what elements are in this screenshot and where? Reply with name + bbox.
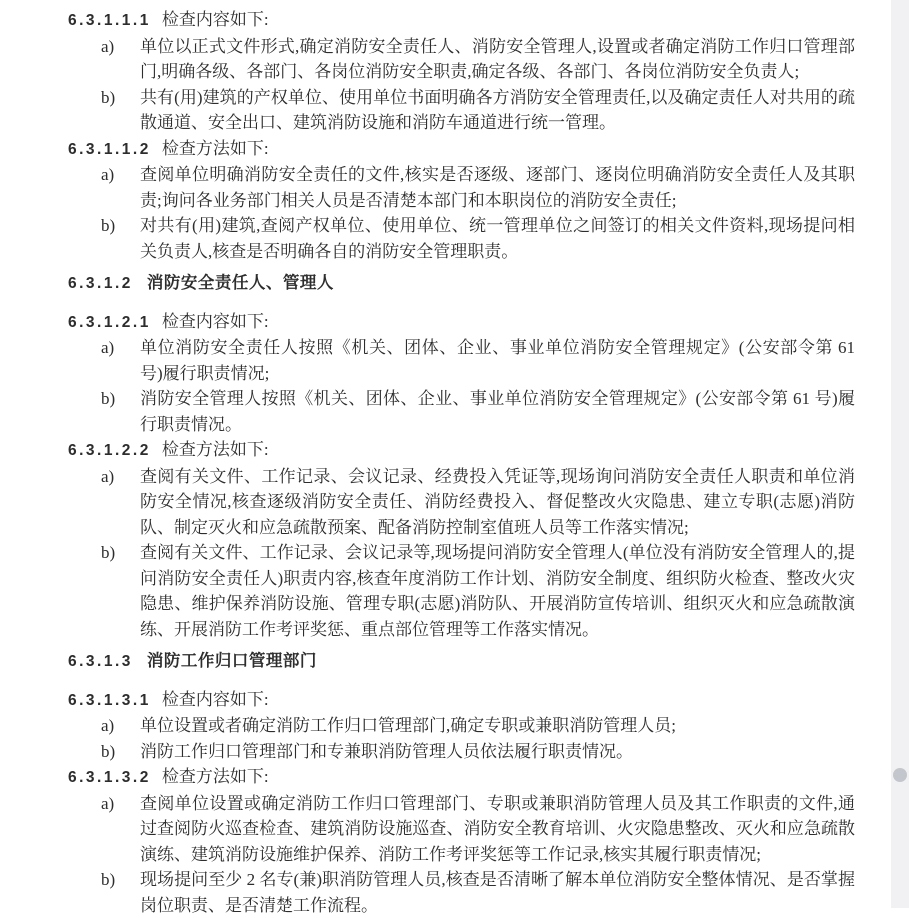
clause-number: 6.3.1.2.1 bbox=[68, 313, 151, 331]
clause-number: 6.3.1.3.1 bbox=[68, 691, 151, 709]
clause-heading bbox=[68, 437, 855, 464]
item-label: b) bbox=[101, 389, 116, 408]
item-text: 消防工作归口管理部门和专兼职消防管理人员依法履行职责情况。 bbox=[140, 741, 633, 761]
item-text: 现场提问至少 2 名专(兼)职消防管理人员,核查是否清晰了解本单位消防安全整体情况、是否掌握岗位职责、是否清楚工作流程。 bbox=[140, 870, 855, 915]
clause-block bbox=[68, 309, 855, 438]
item-label: a) bbox=[101, 466, 115, 486]
item-text: 单位设置或者确定消防工作归口管理部门,确定专职或兼职消防管理人员; bbox=[140, 716, 676, 735]
list-item bbox=[101, 867, 855, 918]
clause-number: 6.3.1.1.2 bbox=[68, 140, 151, 158]
section-number: 6.3.1.2 bbox=[68, 275, 133, 292]
clause-block bbox=[68, 136, 855, 265]
list-item bbox=[101, 386, 855, 437]
section-title: 消防工作归口管理部门 bbox=[146, 652, 317, 670]
clause-heading bbox=[68, 687, 855, 714]
list-item bbox=[101, 335, 855, 386]
clause-number: 6.3.1.1.1 bbox=[68, 12, 151, 29]
clause-title: 检查方法如下: bbox=[161, 440, 269, 459]
item-label: b) bbox=[101, 741, 116, 761]
clause-heading bbox=[68, 764, 855, 791]
clause-title: 检查内容如下: bbox=[161, 689, 269, 709]
item-label: a) bbox=[101, 716, 115, 735]
clause-heading bbox=[68, 136, 855, 163]
item-text: 查阅有关文件、工作记录、会议记录等,现场提问消防安全管理人(单位没有消防安全管理人的,提问消防安全责任人)职责内容,核查年度消防工作计划、消防安全制度、组织防火检查、整改火灾隐患、维护保养消防设施、管理专职(志愿)消防队、开展消防宣传培训、组织灭火和应急疏散演练、开展消防工作考评奖惩、重点部位管理等工作落实情况。 bbox=[140, 543, 855, 639]
clause-block bbox=[68, 764, 855, 918]
section-number: 6.3.1.3 bbox=[68, 653, 133, 670]
item-label: b) bbox=[101, 87, 116, 107]
item-label: b) bbox=[101, 216, 116, 235]
list-item bbox=[101, 213, 855, 264]
item-label: a) bbox=[101, 165, 115, 184]
item-text: 查阅单位设置或确定消防工作归口管理部门、专职或兼职消防管理人员及其工作职责的文件,通过查阅防火巡查检查、建筑消防设施巡查、消防安全教育培训、火灾隐患整改、灭火和应急疏散演练、建筑消防设施维护保养、消防工作考评奖惩等工作记录,核实其履行职责情况; bbox=[140, 793, 855, 864]
item-label: b) bbox=[101, 870, 116, 889]
clause-heading bbox=[68, 7, 855, 34]
list-item bbox=[101, 34, 855, 85]
list-item bbox=[101, 464, 855, 541]
clause-block bbox=[68, 7, 855, 136]
list-item bbox=[101, 162, 855, 213]
scrollbar-thumb[interactable] bbox=[893, 768, 907, 782]
list-item bbox=[101, 739, 855, 765]
clause-number: 6.3.1.2.2 bbox=[68, 442, 151, 459]
section-heading bbox=[68, 649, 855, 675]
document-page bbox=[68, 7, 855, 918]
list-item bbox=[101, 791, 855, 868]
section-heading bbox=[68, 271, 855, 297]
item-text: 共有(用)建筑的产权单位、使用单位书面明确各方消防安全管理责任,以及确定责任人对共用的疏散通道、安全出口、建筑消防设施和消防车通道进行统一管理。 bbox=[140, 87, 855, 132]
item-text: 单位以正式文件形式,确定消防安全责任人、消防安全管理人,设置或者确定消防工作归口管理部门,明确各级、各部门、各岗位消防安全职责,确定各级、各部门、各岗位消防安全负责人; bbox=[140, 36, 855, 81]
item-text: 查阅有关文件、工作记录、会议记录、经费投入凭证等,现场询问消防安全责任人职责和单位消防安全情况,核查逐级消防安全责任、消防经费投入、督促整改火灾隐患、建立专职(志愿)消防队、制定灭火和应急疏散预案、配备消防控制室值班人员等工作落实情况; bbox=[140, 466, 855, 537]
clause-title: 检查方法如下: bbox=[161, 767, 269, 786]
clause-block bbox=[68, 687, 855, 765]
item-text: 消防安全管理人按照《机关、团体、企业、事业单位消防安全管理规定》(公安部令第 61 号)履行职责情况。 bbox=[140, 389, 855, 434]
item-text: 查阅单位明确消防安全责任的文件,核实是否逐级、逐部门、逐岗位明确消防安全责任人及其职责;询问各业务部门相关人员是否清楚本部门和本职岗位的消防安全责任; bbox=[140, 165, 855, 210]
clause-title: 检查方法如下: bbox=[161, 138, 269, 158]
item-label: a) bbox=[101, 793, 115, 813]
item-label: a) bbox=[101, 36, 115, 56]
list-item bbox=[101, 85, 855, 136]
section-title: 消防安全责任人、管理人 bbox=[146, 274, 334, 292]
clause-heading bbox=[68, 309, 855, 336]
item-label: a) bbox=[101, 338, 115, 357]
clause-title: 检查内容如下: bbox=[161, 10, 269, 29]
item-text: 对共有(用)建筑,查阅产权单位、使用单位、统一管理单位之间签订的相关文件资料,现场提问相关负责人,核查是否明确各自的消防安全管理职责。 bbox=[140, 216, 855, 261]
clause-number: 6.3.1.3.2 bbox=[68, 769, 151, 786]
scrollbar-track[interactable] bbox=[891, 0, 909, 908]
list-item bbox=[101, 540, 855, 642]
item-label: b) bbox=[101, 543, 116, 562]
item-text: 单位消防安全责任人按照《机关、团体、企业、事业单位消防安全管理规定》(公安部令第 61 号)履行职责情况; bbox=[140, 338, 855, 383]
clause-block bbox=[68, 437, 855, 642]
clause-title: 检查内容如下: bbox=[161, 311, 269, 331]
list-item bbox=[101, 713, 855, 739]
